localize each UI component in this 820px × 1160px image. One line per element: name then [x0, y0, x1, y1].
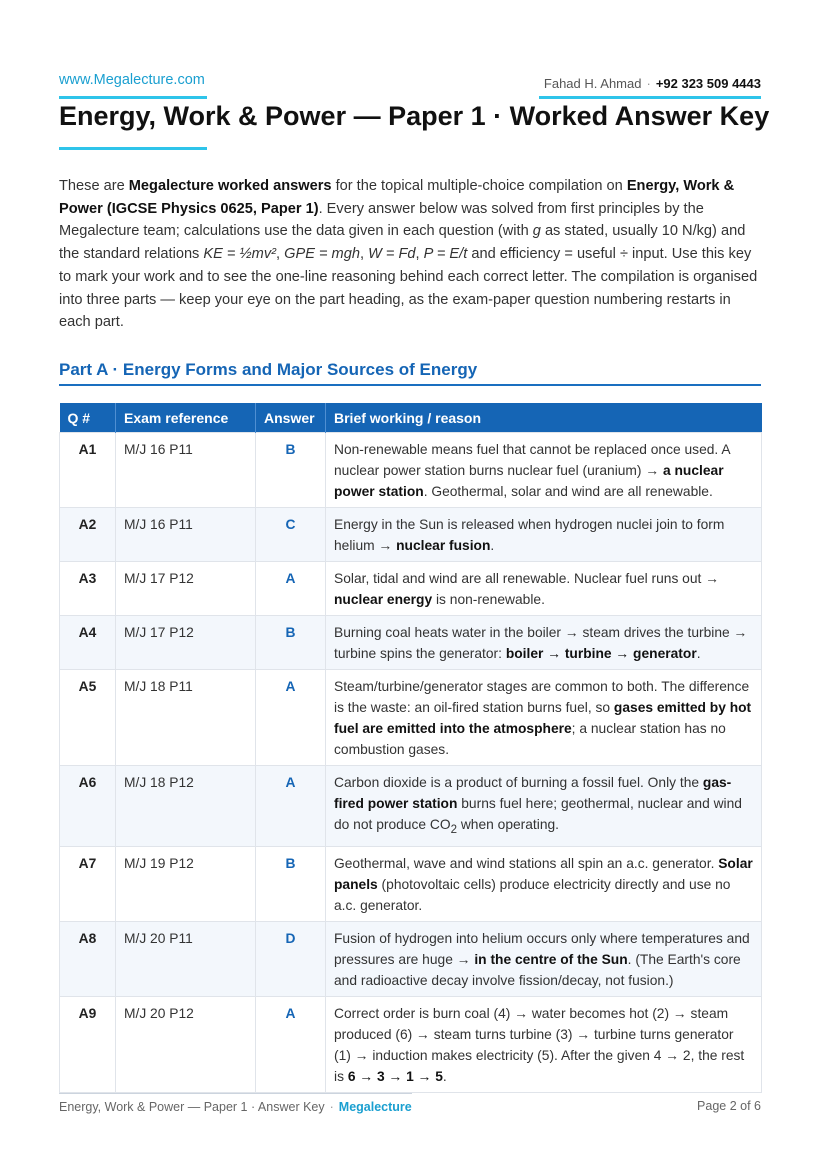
page-number: Page 2 of 6	[697, 1099, 761, 1113]
table-row	[60, 562, 762, 616]
question-number: A5	[60, 670, 116, 766]
exam-reference: M/J 17 P12	[116, 562, 256, 616]
reason-text: Burning coal heats water in the boiler → steam drives the turbine → turbine spins the generator:	[334, 625, 748, 661]
intro-formula: KE = ½mv²	[203, 246, 276, 263]
reason-text: when operating.	[457, 817, 560, 832]
exam-reference: M/J 20 P12	[116, 996, 256, 1092]
reason-cell	[326, 921, 762, 996]
question-number: A8	[60, 921, 116, 996]
subscript: 2	[450, 823, 457, 836]
exam-reference: M/J 19 P12	[116, 846, 256, 921]
answer-letter: B	[256, 433, 326, 508]
exam-reference: M/J 18 P12	[116, 766, 256, 847]
intro-formula: g	[532, 223, 541, 240]
answer-letter: A	[256, 670, 326, 766]
reason-text: . (The Earth's core and radioactive decay involve fission/decay, not fusion.)	[334, 951, 741, 988]
table-row	[60, 508, 762, 562]
footer-left	[59, 1100, 412, 1114]
title-underline	[59, 147, 207, 150]
intro-text: for the topical multiple-choice compilation on	[331, 178, 627, 194]
reason-bold: Solar panels	[334, 855, 753, 892]
reason-text: Fusion of hydrogen into helium occurs only where temperatures and pressures are huge →	[334, 930, 750, 967]
reason-cell	[326, 996, 762, 1092]
table-row	[60, 846, 762, 921]
reason-cell	[326, 616, 762, 670]
footer-brand: Megalecture	[338, 1100, 412, 1114]
intro-text: and efficiency = useful ÷ input. Use this key to mark your work and to see the one-line reasoning behind each correct letter. The compilation is organised into three parts — keep your eye on the part heading, as the exam-paper question numbering restarts in each part.	[59, 246, 758, 331]
intro-formula: W = Fd	[368, 246, 416, 263]
column-header-reason: Brief working / reason	[326, 403, 762, 433]
contact-info	[544, 76, 761, 91]
footer-rule	[59, 1093, 412, 1094]
intro-text: ,	[276, 246, 285, 263]
exam-reference: M/J 17 P12	[116, 616, 256, 670]
intro-text: ,	[415, 246, 424, 263]
reason-bold: gases emitted by hot fuel are emitted into the atmosphere	[334, 700, 752, 736]
intro-text: as stated, usually 10 N/kg) and the standard relations	[59, 223, 746, 263]
intro-paragraph	[59, 175, 761, 334]
answer-letter: B	[256, 846, 326, 921]
reason-text: Solar, tidal and wind are all renewable. Nuclear fuel runs out →	[334, 571, 719, 586]
table-row	[60, 433, 762, 508]
answer-letter: B	[256, 616, 326, 670]
question-number: A4	[60, 616, 116, 670]
answer-letter: A	[256, 562, 326, 616]
footer-doc-title: Energy, Work & Power — Paper 1 · Answer Key	[59, 1100, 325, 1114]
exam-reference: M/J 16 P11	[116, 433, 256, 508]
answer-letter: C	[256, 508, 326, 562]
intro-text: These are	[59, 178, 129, 194]
reason-text: .	[696, 646, 701, 661]
contact-underline	[539, 96, 761, 99]
reason-text: Energy in the Sun is released when hydrogen nuclei join to form helium →	[334, 517, 725, 553]
reason-text: is non-renewable.	[432, 592, 545, 607]
footer-separator: ·	[329, 1100, 334, 1114]
answer-letter: D	[256, 921, 326, 996]
reason-bold: nuclear fusion	[396, 538, 491, 553]
exam-reference: M/J 16 P11	[116, 508, 256, 562]
reason-text: Non-renewable means fuel that cannot be replaced once used. A nuclear power station burns nuclear fuel (uranium) →	[334, 442, 730, 478]
reason-text: Geothermal, wave and wind stations all spin an a.c. generator.	[334, 855, 719, 871]
reason-cell	[326, 846, 762, 921]
question-number: A7	[60, 846, 116, 921]
part-heading-rule	[59, 384, 761, 386]
intro-text: . Every answer below was solved from first principles by the Megalecture team; calculations use the data given in each question (with	[59, 200, 704, 240]
reason-text: (photovoltaic cells) produce electricity directly and use no a.c. generator.	[334, 876, 731, 913]
table-row	[60, 616, 762, 670]
phone-number: +92 323 509 4443	[655, 76, 761, 91]
reason-bold: 6 → 3 → 1 → 5	[347, 1068, 443, 1084]
reason-text: burns fuel here; geothermal, nuclear and wind do not produce CO	[334, 796, 742, 832]
table-row	[60, 766, 762, 847]
reason-cell	[326, 670, 762, 766]
page-title: Energy, Work & Power — Paper 1 · Worked Answer Key	[59, 101, 770, 131]
intro-formula: P = E/t	[423, 246, 468, 263]
reason-text: Carbon dioxide is a product of burning a fossil fuel. Only the	[334, 775, 703, 790]
reason-text: Correct order is burn coal (4) → water becomes hot (2) → steam produced (6) → steam turns turbine (3) → turbine turns generator (1) → induction makes electricity (5). After the given 4 → 2, the rest is	[334, 1005, 745, 1084]
reason-text: . Geothermal, solar and wind are all renewable.	[423, 484, 713, 499]
reason-bold: a nuclear power station	[334, 463, 724, 499]
site-link[interactable]: www.Megalecture.com	[59, 72, 205, 88]
question-number: A9	[60, 996, 116, 1092]
reason-bold: boiler → turbine → generator	[505, 646, 697, 661]
intro-bold: Megalecture worked answers	[128, 178, 332, 194]
column-header-answer: Answer	[256, 403, 326, 433]
answer-table	[59, 403, 762, 1093]
question-number: A3	[60, 562, 116, 616]
part-heading: Part A · Energy Forms and Major Sources of Energy	[59, 360, 478, 379]
author-name: Fahad H. Ahmad	[543, 76, 642, 91]
reason-bold: nuclear energy	[334, 592, 433, 607]
column-header-reference: Exam reference	[116, 403, 256, 433]
intro-bold: Energy, Work & Power (IGCSE Physics 0625, Paper 1)	[59, 178, 735, 217]
question-number: A1	[60, 433, 116, 508]
exam-reference: M/J 20 P11	[116, 921, 256, 996]
reason-text: .	[442, 1068, 447, 1084]
reason-bold: gas-fired power station	[334, 775, 732, 811]
reason-bold: in the centre of the Sun	[474, 951, 628, 967]
answer-letter: A	[256, 766, 326, 847]
table-header-row	[60, 403, 762, 433]
exam-reference: M/J 18 P11	[116, 670, 256, 766]
question-number: A2	[60, 508, 116, 562]
table-row	[60, 921, 762, 996]
reason-text: .	[490, 538, 495, 553]
site-underline	[59, 96, 207, 99]
reason-cell	[326, 766, 762, 847]
reason-cell	[326, 508, 762, 562]
table-row	[60, 670, 762, 766]
question-number: A6	[60, 766, 116, 847]
table-row	[60, 996, 762, 1092]
column-header-question: Q #	[60, 403, 116, 433]
intro-formula: GPE = mgh	[284, 246, 360, 263]
answer-letter: A	[256, 996, 326, 1092]
reason-text: Steam/turbine/generator stages are common to both. The difference is the waste: an oil-fired station burns fuel, so	[334, 679, 750, 715]
intro-text: ,	[359, 246, 369, 263]
reason-text: ; a nuclear station has no combustion gases.	[334, 721, 726, 757]
reason-cell	[326, 433, 762, 508]
page-header	[59, 72, 761, 100]
contact-separator: ·	[646, 76, 651, 91]
reason-cell	[326, 562, 762, 616]
